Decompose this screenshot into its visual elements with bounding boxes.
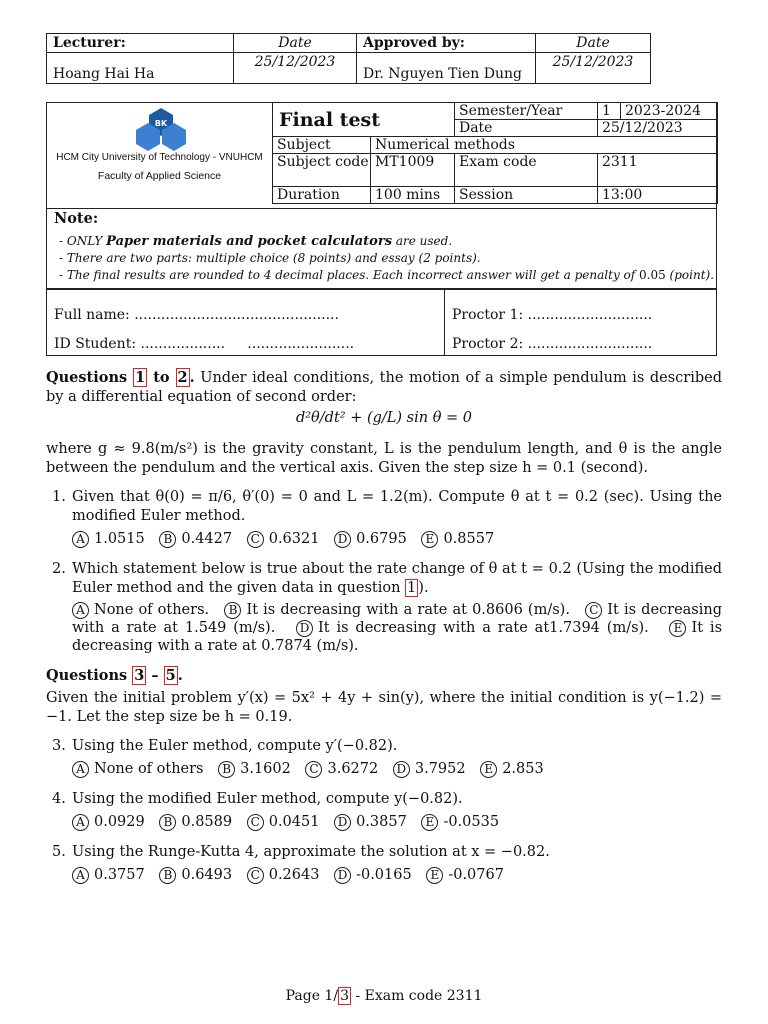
date-label: Date <box>454 120 597 137</box>
question-5-text: Using the Runge-Kutta 4, approximate the solution at x = −0.82. <box>72 844 550 860</box>
total-pages-link[interactable]: 3 <box>340 988 349 1004</box>
question-3-text: Using the Euler method, compute y′(−0.82). <box>72 738 398 754</box>
question-3-options <box>72 760 722 779</box>
session-label: Session <box>454 187 597 204</box>
question-2-text: Which statement below is true about the rate change of θ at t = 0.2 (Using the modified Euler method and the given data in question 1 ). <box>72 561 722 596</box>
option-4c[interactable]: C 0.0451 <box>247 813 320 832</box>
date-label-2: Date <box>536 34 651 53</box>
option-3c[interactable]: C 3.6272 <box>305 760 378 779</box>
exam-info-table <box>272 102 718 204</box>
proctor-1-field[interactable]: Proctor 1: ............................ <box>452 307 653 323</box>
option-1a[interactable]: A 1.0515 <box>72 530 145 549</box>
logo-text: BK <box>154 119 168 128</box>
option-2e[interactable]: E It is decreasing with a rate at 0.7874 (m/s). <box>72 620 723 654</box>
question-3: 3. Using the Euler method, compute y′(−0.82). <box>52 737 722 756</box>
option-4a[interactable]: A 0.0929 <box>72 813 145 832</box>
subject-code-label: Subject code <box>273 154 371 187</box>
proctor-2-field[interactable]: Proctor 2: ............................ <box>452 336 653 352</box>
duration-label: Duration <box>273 187 371 204</box>
option-2a[interactable]: A None of others. <box>72 602 209 618</box>
date-1: 25/12/2023 <box>234 53 357 84</box>
note-line-1: - ONLY Paper materials and pocket calculators are used. <box>59 234 453 249</box>
question-1: 1. Given that θ(0) = π/6, θ′(0) = 0 and L = 1.2(m). Compute θ at t = 0.2 (sec). Using the modified Euler method. <box>52 489 722 524</box>
option-2c[interactable]: C It is decreasing with a rate at 1.549 (m/s). <box>72 602 723 636</box>
section-1-after: where g ≈ 9.8(m/s²) is the gravity constant, L is the pendulum length, and θ is the angle between the pendulum and the vertical axis. Given the step size h = 0.1 (second). <box>46 441 722 476</box>
option-4d[interactable]: D 0.3857 <box>334 813 407 832</box>
note-line-3: - The final results are rounded to 4 decimal places. Each incorrect answer will get a penalty of 0.05 (point). <box>59 268 715 282</box>
note-title: Note: <box>54 210 99 227</box>
option-3d[interactable]: D 3.7952 <box>393 760 466 779</box>
university-logo-icon <box>135 107 187 151</box>
section-2-heading: Questions 3 – 5 . <box>46 667 183 684</box>
question-4-text: Using the modified Euler method, compute y(−0.82). <box>72 791 463 807</box>
option-5d[interactable]: D -0.0165 <box>334 866 412 885</box>
option-4e[interactable]: E -0.0535 <box>421 813 499 832</box>
section-2-intro: Given the initial problem y′(x) = 5x² + 4y + sin(y), where the initial condition is y(−1.2) = −1. Let the step size be h = 0.19. <box>46 690 722 725</box>
option-2d[interactable]: D It is decreasing with a rate at1.7394 (m/s). <box>296 620 649 636</box>
approval-table <box>46 33 651 84</box>
divider <box>444 290 445 356</box>
exam-title: Final test <box>273 103 455 137</box>
question-4: 4. Using the modified Euler method, compute y(−0.82). <box>52 790 722 809</box>
option-1d[interactable]: D 0.6795 <box>334 530 407 549</box>
question-1-text: Given that θ(0) = π/6, θ′(0) = 0 and L = 1.2(m). Compute θ at t = 0.2 (sec). Using the modified Euler method. <box>72 489 722 524</box>
lecturer-label: Lecturer: <box>47 34 234 53</box>
option-1e[interactable]: E 0.8557 <box>421 530 494 549</box>
date-2: 25/12/2023 <box>536 53 651 84</box>
option-5a[interactable]: A 0.3757 <box>72 866 145 885</box>
option-5c[interactable]: C 0.2643 <box>247 866 320 885</box>
exam-code-value: 2311 <box>597 154 717 187</box>
question-link-2[interactable]: 2 <box>177 369 188 386</box>
faculty-name: Faculty of Applied Science <box>97 170 222 182</box>
student-info-section <box>46 289 717 356</box>
university-name: HCM City University of Technology - VNUHCM <box>56 152 263 163</box>
approver-name: Dr. Nguyen Tien Dung <box>357 53 536 84</box>
subject-value: Numerical methods <box>371 137 718 154</box>
year-value: 2023-2024 <box>620 103 717 120</box>
page-footer: Page 1/ 3 - Exam code 2311 <box>285 988 483 1004</box>
question-2-options <box>72 601 722 655</box>
option-4b[interactable]: B 0.8589 <box>159 813 232 832</box>
full-name-field[interactable]: Full name: .............................................. <box>54 307 339 323</box>
question-5: 5. Using the Runge-Kutta 4, approximate the solution at x = −0.82. <box>52 843 722 862</box>
question-2: 2. Which statement below is true about the rate change of θ at t = 0.2 (Using the modified Euler method and the given data in question 1 ). <box>52 561 722 596</box>
university-logo-block <box>47 102 272 208</box>
option-5e[interactable]: E -0.0767 <box>426 866 504 885</box>
exam-code-label: Exam code <box>454 154 597 187</box>
option-3b[interactable]: B 3.1602 <box>218 760 291 779</box>
semester-label: Semester/Year <box>454 103 597 120</box>
question-link-5[interactable]: 5 <box>165 667 176 684</box>
question-1-options <box>72 530 722 549</box>
lecturer-name: Hoang Hai Ha <box>47 53 234 84</box>
question-5-options <box>72 866 722 885</box>
date-value: 25/12/2023 <box>597 120 717 137</box>
note-line-2: - There are two parts: multiple choice (8 points) and essay (2 points). <box>59 251 481 265</box>
approved-label: Approved by: <box>357 34 536 53</box>
duration-value: 100 mins <box>371 187 455 204</box>
semester-value: 1 <box>597 103 620 120</box>
question-4-options <box>72 813 722 832</box>
question-link-3[interactable]: 3 <box>134 667 145 684</box>
option-3e[interactable]: E 2.853 <box>480 760 544 779</box>
pendulum-equation: d²θ/dt² + (g/L) sin θ = 0 <box>295 410 473 426</box>
section-1-intro: Questions 1 to 2 . Under ideal conditions, the motion of a simple pendulum is described by a differential equation of second order: <box>46 369 723 405</box>
subject-label: Subject <box>273 137 371 154</box>
date-label-1: Date <box>234 34 357 53</box>
question-ref-1[interactable]: 1 <box>407 580 417 596</box>
option-1c[interactable]: C 0.6321 <box>247 530 320 549</box>
session-value: 13:00 <box>597 187 717 204</box>
student-id-field[interactable]: ID Student: ................... ........................ <box>54 336 355 352</box>
note-section <box>46 208 717 289</box>
option-2b[interactable]: B It is decreasing with a rate at 0.8606 (m/s). <box>224 602 569 618</box>
option-1b[interactable]: B 0.4427 <box>159 530 232 549</box>
subject-code-value: MT1009 <box>371 154 455 187</box>
question-link-1[interactable]: 1 <box>135 369 146 386</box>
option-5b[interactable]: B 0.6493 <box>159 866 232 885</box>
option-3a[interactable]: A None of others <box>72 760 204 779</box>
